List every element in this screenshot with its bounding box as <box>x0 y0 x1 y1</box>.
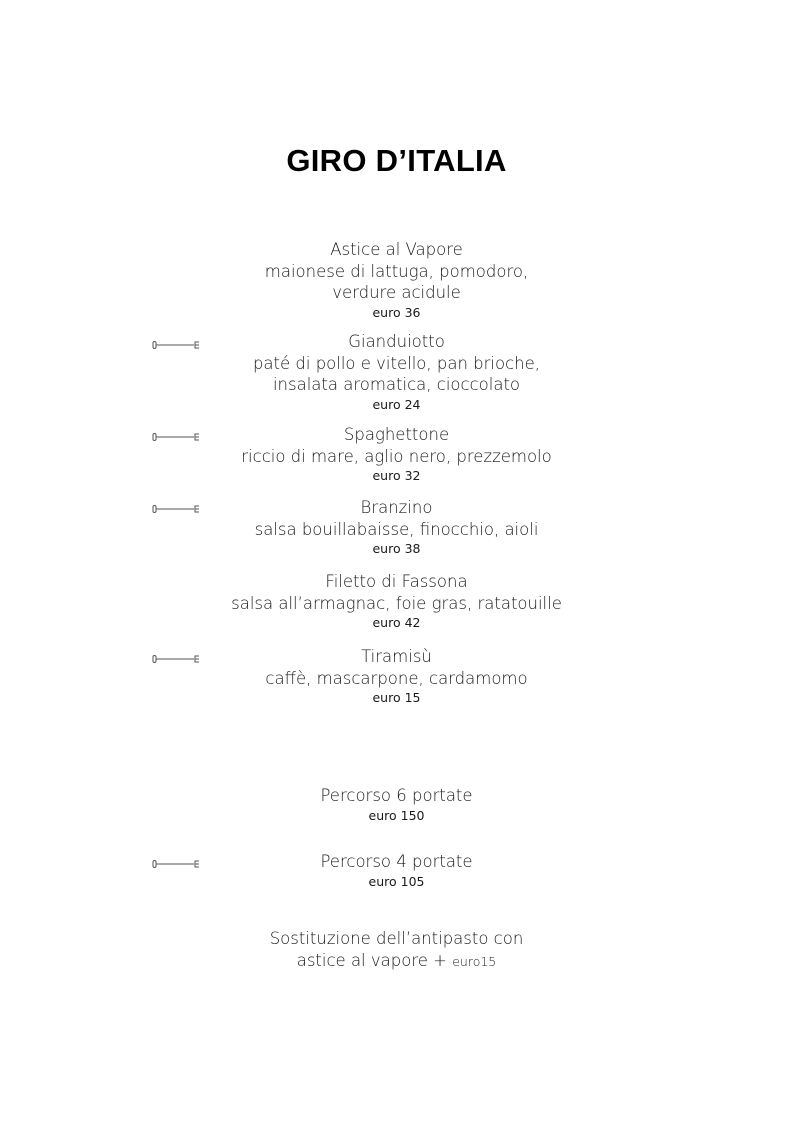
substitution-note <box>0 928 793 971</box>
dish-item <box>0 331 793 413</box>
dish-name: Gianduiotto <box>348 332 445 351</box>
dish-price: euro 38 <box>372 541 421 556</box>
dish-description: verdure acidule <box>332 283 461 302</box>
dish-description: riccio di mare, aglio nero, prezzemolo <box>241 446 552 466</box>
dish-item <box>0 497 793 557</box>
dish-description: salsa bouillabaisse, finocchio, aioli <box>254 519 539 539</box>
note-text: astice al vapore + <box>296 950 453 970</box>
tasting-menu-item <box>0 785 793 824</box>
tasting-menu-item <box>0 851 793 890</box>
tasting-name: Percorso 6 portate <box>320 786 473 805</box>
dish-item <box>0 571 793 631</box>
dish-name: Filetto di Fassona <box>325 572 468 591</box>
tasting-price: euro 105 <box>368 873 425 889</box>
dish-item <box>0 239 793 321</box>
dish-name: Spaghettone <box>343 425 450 444</box>
tasting-name: Percorso 4 portate <box>320 852 473 871</box>
dish-description: maionese di lattuga, pomodoro, <box>264 261 529 281</box>
dish-description: paté di pollo e vitello, pan brioche, <box>252 353 541 373</box>
dish-description: caffè, mascarpone, cardamomo <box>265 668 528 688</box>
note-price: euro15 <box>452 953 497 969</box>
dish-description: insalata aromatica, cioccolato <box>272 375 521 394</box>
note-line <box>0 950 793 972</box>
dish-name: Astice al Vapore <box>330 240 463 259</box>
dish-price: euro 42 <box>372 615 421 630</box>
dish-price: euro 36 <box>372 304 421 320</box>
dish-price: euro 15 <box>372 690 421 705</box>
dish-name: Tiramisù <box>361 647 432 666</box>
dish-name: Branzino <box>360 498 433 517</box>
note-line: Sostituzione dell’antipasto con <box>269 929 524 948</box>
tasting-price: euro 150 <box>368 807 425 823</box>
dish-item <box>0 424 793 484</box>
dish-price: euro 24 <box>372 396 421 412</box>
dish-price: euro 32 <box>372 468 421 483</box>
dish-item <box>0 646 793 706</box>
dish-description: salsa all’armagnac, foie gras, ratatouille <box>231 593 562 613</box>
menu-title: GIRO D’ITALIA <box>286 143 507 178</box>
